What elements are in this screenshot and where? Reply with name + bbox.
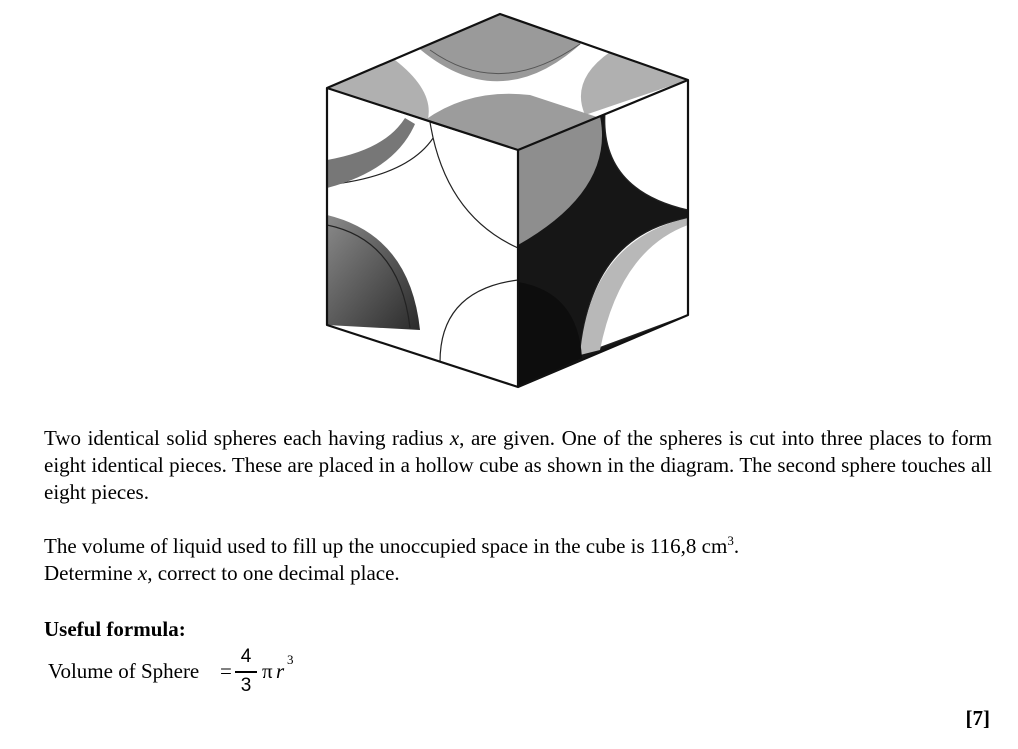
fraction-bar (235, 671, 257, 673)
marks-label: [7] (965, 706, 990, 730)
fraction-numerator: 4 (240, 646, 252, 667)
formula-pi: π (262, 659, 273, 683)
formula-exponent: 3 (287, 652, 294, 667)
cube-spheres-diagram (310, 8, 705, 393)
formula-heading: Useful formula: (44, 617, 186, 641)
fraction-denominator: 3 (240, 674, 252, 696)
formula-fraction (235, 646, 257, 697)
formula-equals: = (220, 659, 232, 683)
formula-label: Volume of Sphere (48, 659, 200, 683)
formula-radius: r (276, 659, 285, 683)
volume-question: The volume of liquid used to fill up the unoccupied space in the cube is 116,8 $cm^3$. Determine x, correct to one decimal place. (44, 533, 740, 585)
problem-statement: Two identical solid spheres each having radius x, are given. One of the spheres is cut into three places to form eight identical pieces. These are placed in a hollow cube as shown in the diagram. The second sphere touches all eight pieces. (44, 426, 992, 504)
